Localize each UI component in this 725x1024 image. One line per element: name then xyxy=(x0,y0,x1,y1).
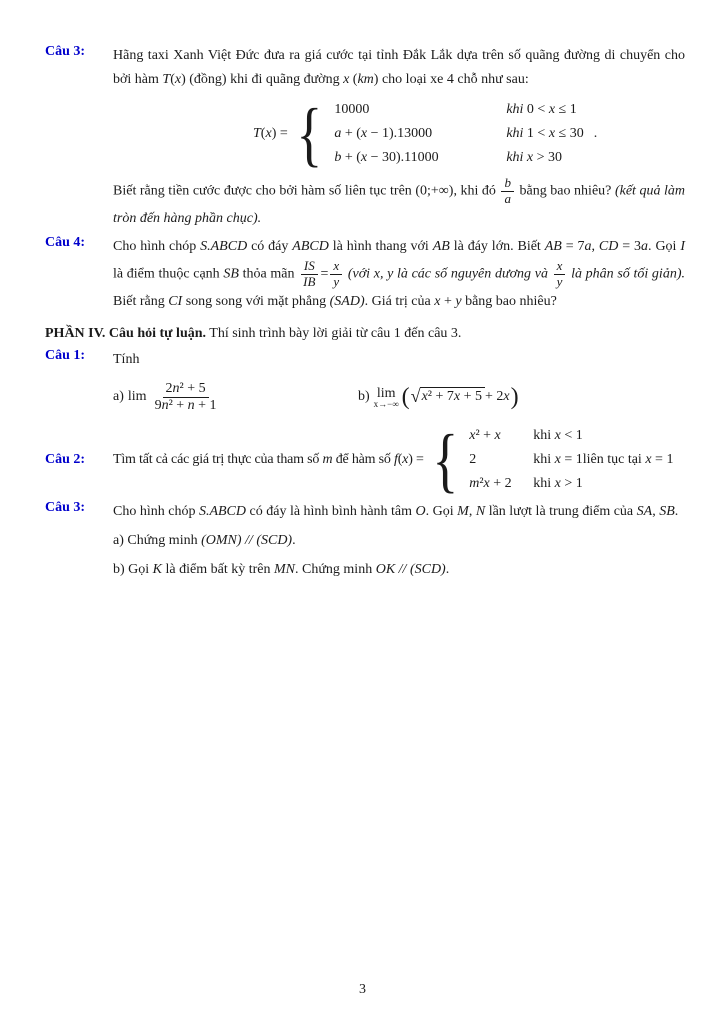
text-run: x xyxy=(453,389,461,405)
text-run: khi xyxy=(506,102,524,118)
q4-part2 xyxy=(344,267,551,282)
page-content xyxy=(45,44,685,586)
text-run: x xyxy=(548,126,556,142)
text-run: = 1 xyxy=(651,452,674,468)
function-lhs xyxy=(253,126,288,142)
text-run: 10000 xyxy=(334,102,370,118)
text-run: 0 < xyxy=(523,102,549,118)
text-run: x xyxy=(554,476,561,492)
text-run: để hàm số xyxy=(332,452,394,468)
case-row xyxy=(469,472,583,496)
q1-item-a xyxy=(113,381,358,414)
q3-item-a xyxy=(113,529,685,553)
case-expression xyxy=(469,472,533,496)
text-run: ≤ 30 xyxy=(555,126,584,142)
text-run: , xyxy=(652,504,660,520)
text-run: OK xyxy=(375,561,396,577)
text-run: (đồng) khi đi quãng đường xyxy=(185,72,344,88)
fraction-b-over-a xyxy=(501,176,514,207)
text-run: + 2 xyxy=(489,476,512,492)
question-continuity xyxy=(45,419,685,500)
equals-sign: = xyxy=(320,267,329,283)
text-run: K xyxy=(152,561,163,577)
text-run: n xyxy=(161,397,169,413)
case-rows xyxy=(334,98,583,170)
item-b-tag: b) xyxy=(358,389,370,405)
case-row xyxy=(469,424,583,448)
piecewise-function-T xyxy=(253,93,685,174)
limit-operator: lim xyxy=(376,385,396,401)
text-run: khi xyxy=(506,150,524,166)
text-run: thỏa mãn xyxy=(238,267,299,283)
text-run: . xyxy=(674,504,679,520)
question-label: Câu 3: xyxy=(45,44,86,59)
text-run: có đáy xyxy=(247,239,293,255)
fraction-numerator: x xyxy=(330,259,342,275)
text-run: S.ABCD xyxy=(198,504,247,520)
text-run: ² + 7 xyxy=(427,389,454,405)
text-run: x xyxy=(548,102,556,118)
text-run: ABCD xyxy=(292,239,329,255)
text-run: AB xyxy=(544,239,562,255)
text-run: ) = xyxy=(271,126,288,142)
text-run: song song với mặt phẳng xyxy=(182,294,330,310)
text-run: SA xyxy=(636,504,653,520)
question-label: Câu 4: xyxy=(45,235,86,251)
q2-intro xyxy=(113,452,424,468)
text-run: . xyxy=(445,561,450,577)
text-run: . Chứng minh xyxy=(294,561,376,577)
text-run: , khi đó xyxy=(453,184,500,200)
question-pyramid-trapezoid xyxy=(45,235,685,314)
limit-operator: lim xyxy=(127,389,147,405)
left-brace-icon: { xyxy=(431,419,458,500)
text-run: O xyxy=(415,504,426,520)
limit-with-subscript xyxy=(374,386,399,409)
text-run: // xyxy=(395,561,410,577)
case-expression xyxy=(469,448,533,472)
text-run: MN xyxy=(273,561,295,577)
text-run: n xyxy=(172,380,180,396)
q3-item-b xyxy=(113,558,685,582)
text-run: (với x, y là các số nguyên dương và xyxy=(344,267,552,283)
text-run: khi xyxy=(533,476,555,492)
text-run: b xyxy=(334,150,342,166)
question-label: Câu 2: xyxy=(45,452,86,468)
text-run: 9 xyxy=(154,397,162,413)
text-run: T xyxy=(253,126,261,142)
text-run: Biết rằng xyxy=(113,294,169,310)
question-taxi-note xyxy=(113,176,685,231)
text-run: . xyxy=(292,532,296,548)
text-run: , xyxy=(468,504,476,520)
heading-bold: PHẦN IV. Câu hỏi tự luận. xyxy=(45,326,207,342)
case-expression xyxy=(469,424,533,448)
part-iv-heading xyxy=(45,322,685,346)
text-run: ) cho loại xe 4 chỗ như sau: xyxy=(373,72,529,88)
fraction-x-over-y xyxy=(330,259,342,290)
case-expression xyxy=(334,122,506,146)
question-label: Câu 1: xyxy=(45,348,86,364)
text-run: N xyxy=(475,504,486,520)
radical-icon: √ xyxy=(410,386,421,407)
case-expression xyxy=(334,98,506,122)
text-run: Cho hình chóp xyxy=(113,504,199,520)
text-run: x xyxy=(343,72,350,88)
text-run: S.ABCD xyxy=(200,239,248,255)
close-paren: ) xyxy=(510,384,519,411)
text-run: x xyxy=(434,294,441,310)
question-label: Câu 3: xyxy=(45,500,86,516)
q2-row xyxy=(113,419,685,500)
text-run: . Gọi xyxy=(425,504,458,520)
radicand xyxy=(420,387,485,405)
text-run: x xyxy=(554,428,561,444)
text-run: CI xyxy=(168,294,183,310)
text-run: (OMN) xyxy=(201,532,242,548)
text-run: ) = xyxy=(408,452,424,468)
fraction-numerator: IS xyxy=(301,259,318,275)
case-condition xyxy=(506,146,562,170)
text-run: ² + xyxy=(168,397,188,413)
text-run: Tìm tất cả các giá trị thực của tham số xyxy=(113,452,323,468)
fraction-limit-a xyxy=(152,381,220,414)
limit-subscript: x→−∞ xyxy=(373,398,399,409)
text-run: ) xyxy=(181,72,186,88)
q1-item-b xyxy=(358,385,520,409)
text-run: khi xyxy=(533,428,555,444)
square-root xyxy=(411,387,485,407)
text-run: f xyxy=(394,452,398,468)
q1-intro: Tính xyxy=(113,352,140,368)
text-run: x xyxy=(645,452,652,468)
text-run: là điểm thuộc cạnh xyxy=(113,267,224,283)
case-rows xyxy=(469,424,583,496)
text-run: a xyxy=(584,239,592,255)
fraction-numerator: b xyxy=(501,176,514,192)
note-before xyxy=(113,184,499,199)
text-run: + 1 xyxy=(194,397,217,413)
text-run: + xyxy=(440,294,456,310)
case-expression xyxy=(334,146,506,170)
text-run: 2 xyxy=(469,452,477,468)
text-run: (SAD) xyxy=(329,294,365,310)
text-run: bằng bao nhiêu? xyxy=(461,294,557,310)
question-pyramid-parallelogram xyxy=(45,500,685,581)
text-run: b) Gọi xyxy=(113,561,153,577)
text-run: m xyxy=(469,476,480,492)
text-run: I xyxy=(680,239,685,255)
text-run: > 1 xyxy=(560,476,583,492)
open-paren: ( xyxy=(401,384,410,411)
text-run: + 2 xyxy=(485,389,504,405)
fraction-x-over-y xyxy=(554,259,566,290)
question-limits xyxy=(45,348,685,420)
text-run: SB xyxy=(659,504,675,520)
text-run: x xyxy=(360,126,368,142)
question-pyramid-text xyxy=(113,235,685,314)
text-run: ≤ 1 xyxy=(555,102,577,118)
text-run: + ( xyxy=(341,126,361,142)
text-run: (SCD) xyxy=(409,561,446,577)
text-run: ² + xyxy=(475,428,495,444)
text-run: (kết quả làm tròn đến hàng phần chục). xyxy=(113,184,686,227)
text-run: a xyxy=(334,126,342,142)
text-run: x xyxy=(469,428,476,444)
fraction-denominator: y xyxy=(333,274,340,290)
heading-rest: Thí sinh trình bày lời giải từ câu 1 đến câu 3. xyxy=(206,326,462,342)
case-row xyxy=(334,98,583,122)
q3-text xyxy=(113,500,685,524)
text-run: x xyxy=(360,150,368,166)
text-run: T xyxy=(162,72,171,88)
text-run: > 30 xyxy=(533,150,563,166)
fraction-numerator: x xyxy=(554,259,566,275)
text-run: km xyxy=(357,72,374,88)
item-a-tag: a) xyxy=(113,389,124,405)
text-run: y xyxy=(455,294,462,310)
text-run: x xyxy=(174,72,182,88)
text-run: AB xyxy=(432,239,450,255)
text-run: n xyxy=(187,397,195,413)
text-run: x xyxy=(554,452,561,468)
text-run: CD xyxy=(598,239,619,255)
text-run: − 30).11000 xyxy=(367,150,439,166)
text-run: ( xyxy=(260,126,266,142)
case-row xyxy=(469,448,583,472)
case-condition xyxy=(533,472,583,496)
text-run: liên tục tại xyxy=(582,452,646,468)
text-run: x xyxy=(402,452,409,468)
text-run: = 3 xyxy=(618,239,642,255)
q2-tail xyxy=(583,452,674,468)
fraction-denominator: a xyxy=(504,191,511,207)
text-run: x xyxy=(265,126,272,142)
text-run: x xyxy=(421,389,428,405)
text-run: . Gọi xyxy=(648,239,681,255)
text-run: , xyxy=(591,239,599,255)
text-run: a xyxy=(641,239,649,255)
fraction-denominator xyxy=(152,398,220,414)
text-run: x xyxy=(483,476,490,492)
text-run: x xyxy=(526,150,534,166)
text-run: Hãng taxi Xanh Việt Đức đưa ra giá cước tại tỉnh Đắk Lắk dựa trên số quãng đường di chuyển cho bởi hàm xyxy=(113,48,685,88)
fraction-IS-over-IB xyxy=(300,259,318,290)
after-sqrt xyxy=(485,389,510,405)
text-run: ( xyxy=(170,72,175,88)
text-run: = 1 xyxy=(560,452,583,468)
text-run: khi xyxy=(533,452,555,468)
text-run: 2 xyxy=(165,380,173,396)
case-row xyxy=(334,146,583,170)
text-run: (SCD) xyxy=(256,532,293,548)
text-run: = 7 xyxy=(561,239,585,255)
text-run: M xyxy=(457,504,469,520)
text-run: SB xyxy=(223,267,239,283)
question-taxi-intro xyxy=(113,44,685,92)
text-run: a) Chứng minh xyxy=(113,532,202,548)
text-run: x xyxy=(494,428,501,444)
case-condition xyxy=(533,448,583,472)
left-brace-icon: { xyxy=(296,93,322,174)
text-run: < 1 xyxy=(560,428,583,444)
text-run: là hình thang với xyxy=(328,239,433,255)
text-run: là đáy lớn. Biết xyxy=(449,239,545,255)
text-run: . Giá trị của xyxy=(364,294,435,310)
text-run: là điểm bất kỳ trên xyxy=(162,561,274,577)
q1-items xyxy=(113,374,685,420)
text-run: x xyxy=(503,389,510,405)
text-run: bằng bao nhiêu? xyxy=(515,184,615,200)
fraction-numerator xyxy=(163,381,209,398)
case-condition xyxy=(533,424,583,448)
text-run: (0;+∞) xyxy=(415,184,454,200)
text-run: + ( xyxy=(341,150,361,166)
text-run: ( xyxy=(397,452,403,468)
text-run: có đáy là hình bình hành tâm xyxy=(246,504,416,520)
text-run: Cho hình chóp xyxy=(113,239,201,255)
text-run: + 5 xyxy=(460,389,482,405)
question-taxi xyxy=(45,44,685,231)
text-run: ( xyxy=(349,72,358,88)
fraction-denominator: y xyxy=(556,274,563,290)
page-number: 3 xyxy=(359,982,366,997)
text-run: ² + 5 xyxy=(179,380,206,396)
text-run: ² xyxy=(479,476,484,492)
text-run: khi xyxy=(506,126,524,142)
sentence-period: . xyxy=(593,126,598,142)
text-run: Biết rằng tiền cước được cho bởi hàm số liên tục trên xyxy=(113,184,416,200)
case-condition xyxy=(506,122,583,146)
fraction-denominator: IB xyxy=(303,274,316,290)
text-run: − 1).13000 xyxy=(367,126,433,142)
case-condition xyxy=(506,98,576,122)
text-run: 1 < xyxy=(523,126,549,142)
case-row xyxy=(334,122,583,146)
text-run: // xyxy=(241,532,257,548)
text-run: m xyxy=(322,452,333,468)
text-run: lần lượt là trung điểm của xyxy=(485,504,637,520)
text-run: là phân số tối giản). xyxy=(567,267,685,283)
